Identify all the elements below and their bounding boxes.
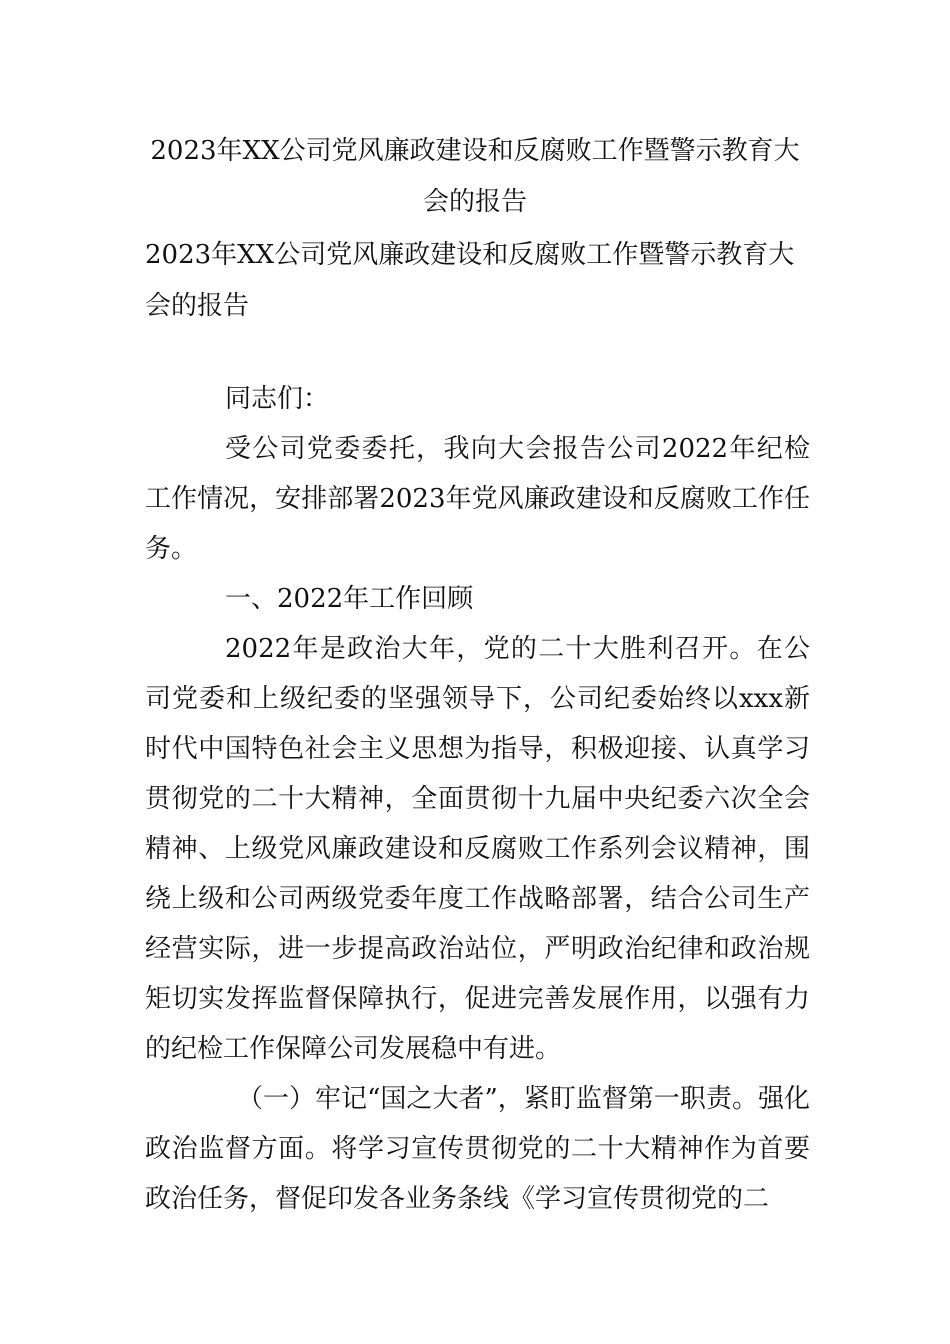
- document-title: 2023年XX公司党风廉政建设和反腐败工作暨警示教育大会的报告: [150, 136, 800, 217]
- document-subtitle: 2023年XX公司党风廉政建设和反腐败工作暨警示教育大会的报告: [145, 240, 795, 321]
- paragraph-subsection-1: （一）牢记“国之大者”，紧盯监督第一职责。强化政治监督方面。将学习宣传贯彻党的二十大精神作为首要政治任务，督促印发各业务条线《学习宣传贯彻党的二: [145, 1084, 810, 1214]
- greeting: 同志们：: [225, 384, 330, 414]
- paragraph-review: 2022年是政治大年，党的二十大胜利召开。在公司党委和上级纪委的坚强领导下，公司纪委始终以xxx新时代中国特色社会主义思想为指导，积极迎接、认真学习贯彻党的二十大精神，全面贯彻十九届中央纪委六次全会精神、上级党风廉政建设和反腐败工作系列会议精神，围绕上级和公司两级党委年度工作战略部署，结合公司生产经营实际，进一步提高政治站位，严明政治纪律和政治规矩切实发挥监督保障执行，促进完善发展作用，以强有力的纪检工作保障公司发展稳中有进。: [145, 634, 810, 1064]
- section-heading: 一、2022年工作回顾: [225, 584, 474, 614]
- document-body: [145, 374, 810, 1224]
- paragraph-intro: 受公司党委委托，我向大会报告公司2022年纪检工作情况，安排部署2023年党风廉政建设和反腐败工作任务。: [145, 434, 810, 564]
